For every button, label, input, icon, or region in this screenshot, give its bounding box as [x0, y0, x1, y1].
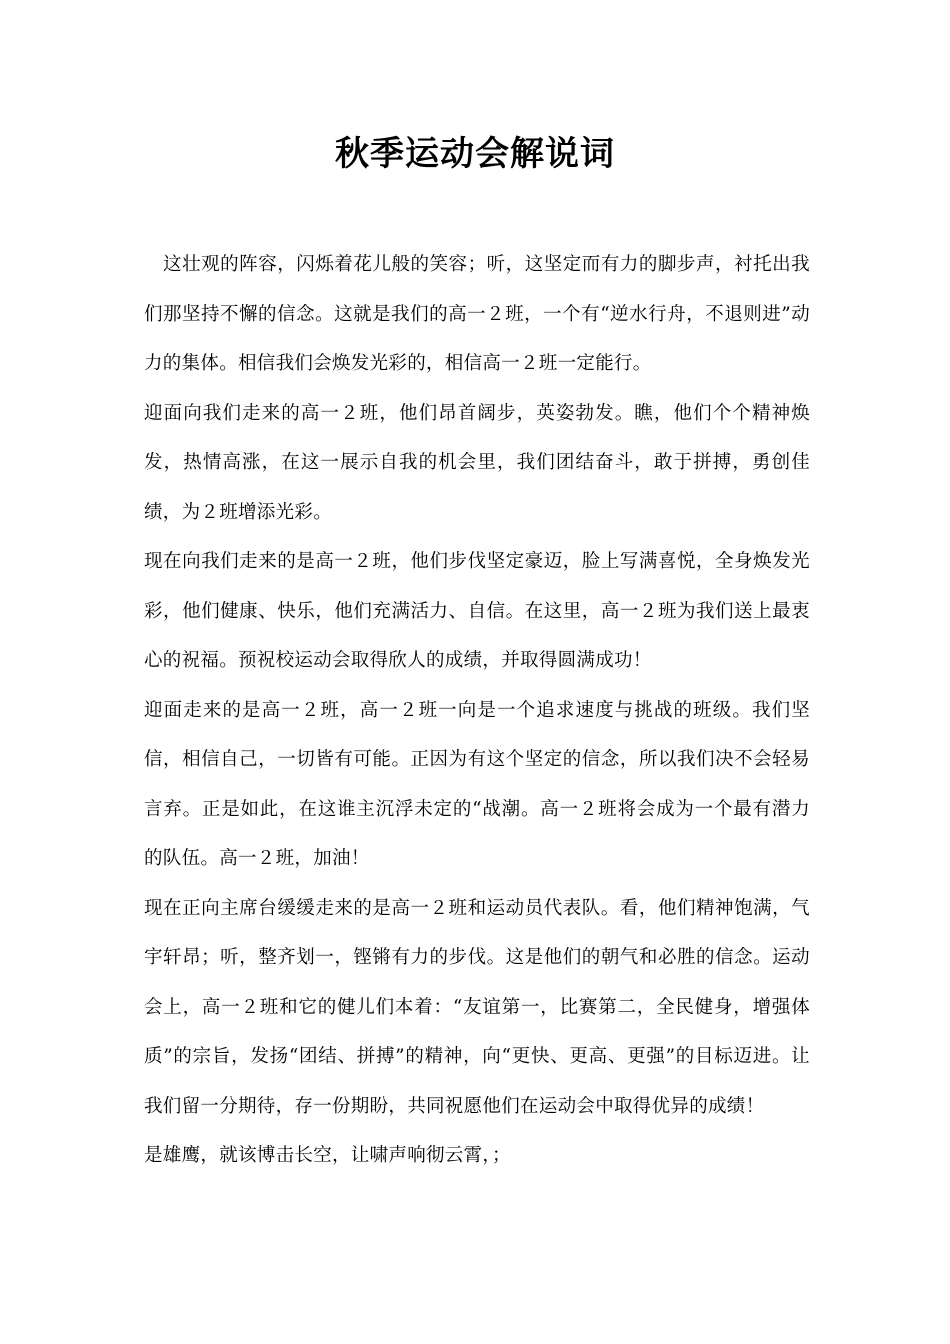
document-title: 秋季运动会解说词 — [335, 134, 615, 174]
paragraph-1: 这壮观的阵容，闪烁着花儿般的笑容；听，这坚定而有力的脚步声，衬托出我们那坚持不懈的信念。这就是我们的高一２班，一个有“逆水行舟，不退则进”动力的集体。相信我们会焕发光彩的，相信高一２班一定能行。 — [144, 254, 810, 374]
paragraph-6: 是雄鹰，就该博击长空，让啸声响彻云霄，； — [144, 1145, 511, 1166]
paragraph-3: 现在向我们走来的是高一２班，他们步伐坚定豪迈，脸上写满喜悦，全身焕发光彩，他们健康、快乐，他们充满活力、自信。在这里，高一２班为我们送上最衷心的祝福。预祝校运动会取得欣人的成绩，并取得圆满成功！ — [144, 551, 810, 671]
document-body — [144, 240, 810, 1181]
paragraph-4: 迎面走来的是高一２班，高一２班一向是一个追求速度与挑战的班级。我们坚信，相信自己，一切皆有可能。正因为有这个坚定的信念，所以我们决不会轻易言弃。正是如此，在这谁主沉浮未定的“战潮。高一２班将会成为一个最有潜力的队伍。高一２班，加油！ — [144, 699, 810, 869]
paragraph-2: 迎面向我们走来的高一２班，他们昂首阔步，英姿勃发。瞧，他们个个精神焕发，热情高涨，在这一展示自我的机会里，我们团结奋斗，敢于拼搏，勇创佳绩，为２班增添光彩。 — [144, 402, 810, 523]
paragraph-5: 现在正向主席台缓缓走来的是高一２班和运动员代表队。看，他们精神饱满，气宇轩昂；听，整齐划一，铿锵有力的步伐。这是他们的朝气和必胜的信念。运动会上，高一２班和它的健儿们本着：“友谊第一，比赛第二，全民健身，增强体质”的宗旨，发扬“团结、拼搏”的精神，向“更快、更高、更强”的目标迈进。让我们留一分期待，存一份期盼，共同祝愿他们在运动会中取得优异的成绩！ — [144, 897, 810, 1117]
